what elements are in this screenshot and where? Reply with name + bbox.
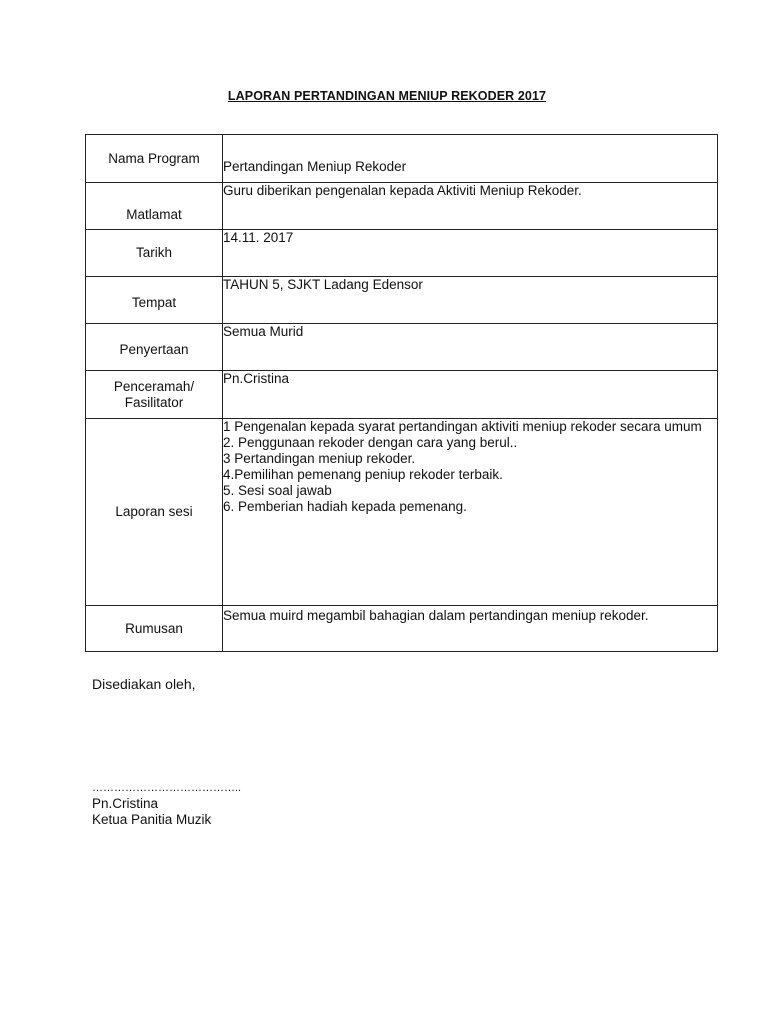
row-label: Penceramah/ Fasilitator [86, 371, 223, 419]
session-list [223, 419, 718, 606]
signatory-name: Pn.Cristina [92, 796, 159, 811]
row-label: Matlamat [86, 183, 223, 230]
row-value: TAHUN 5, SJKT Ladang Edensor [223, 277, 718, 324]
row-label: Penyertaan [86, 324, 223, 371]
row-value: Guru diberikan pengenalan kepada Aktiviti Meniup Rekoder. [223, 183, 718, 230]
row-label: Laporan sesi [86, 419, 223, 606]
table-row [86, 419, 718, 606]
row-value: Pn.Cristina [223, 371, 718, 419]
table-row [86, 277, 718, 324]
row-value: Pertandingan Meniup Rekoder [223, 135, 718, 183]
signature-block [92, 780, 241, 828]
report-table [85, 134, 718, 652]
table-row [86, 230, 718, 277]
row-label: Rumusan [86, 606, 223, 652]
signature-line: ………………………………….. [92, 782, 242, 794]
list-item: 1 Pengenalan kepada syarat pertandingan aktiviti meniup rekoder secara umum [223, 419, 702, 434]
prepared-by-label: Disediakan oleh, [92, 676, 196, 692]
row-label: Nama Program [86, 135, 223, 183]
table-row [86, 183, 718, 230]
table-row [86, 324, 718, 371]
row-label: Tempat [86, 277, 223, 324]
row-label: Tarikh [86, 230, 223, 277]
signatory-position: Ketua Panitia Muzik [92, 812, 212, 827]
table-row [86, 371, 718, 419]
table-row [86, 606, 718, 652]
report-title: LAPORAN PERTANDINGAN MENIUP REKODER 2017 [227, 89, 547, 103]
row-value: Semua Murid [223, 324, 718, 371]
list-item: 3 Pertandingan meniup rekoder. [223, 451, 416, 466]
list-item: 6. Pemberian hadiah kepada pemenang. [223, 499, 467, 514]
list-item: 5. Sesi soal jawab [223, 483, 332, 498]
table-row [86, 135, 718, 183]
list-item: 4.Pemilihan pemenang peniup rekoder terbaik. [223, 467, 503, 482]
list-item: 2. Penggunaan rekoder dengan cara yang berul.. [223, 435, 518, 450]
row-value: 14.11. 2017 [223, 230, 718, 277]
row-value: Semua muird megambil bahagian dalam pertandingan meniup rekoder. [223, 606, 718, 652]
